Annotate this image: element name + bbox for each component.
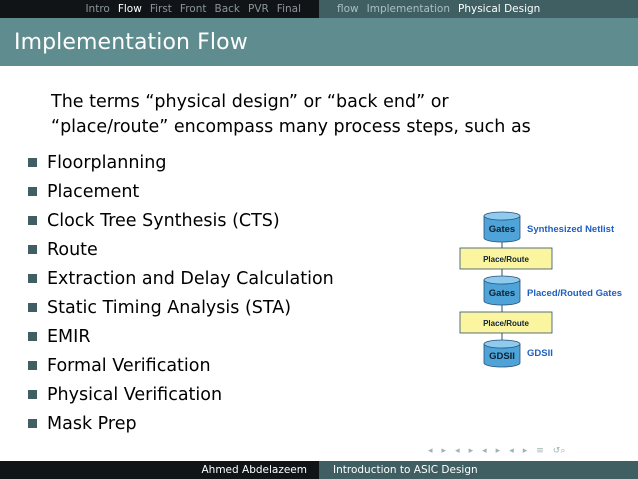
bullet-square-icon: [28, 245, 37, 254]
list-item: [28, 409, 334, 438]
stage-label-placed-routed-gates: Placed/Routed Gates: [527, 288, 623, 299]
nav-outline-icon[interactable]: ≡: [536, 446, 544, 456]
bullet-square-icon: [28, 361, 37, 370]
nav-item-flow-sub[interactable]: flow: [337, 3, 359, 15]
database-label: GDSII: [489, 351, 515, 362]
beamer-navigation-symbols: [428, 446, 565, 456]
bullet-square-icon: [28, 303, 37, 312]
nav-item-first[interactable]: First: [149, 3, 172, 15]
list-item: [28, 380, 334, 409]
list-item: [28, 293, 334, 322]
nav-section-next-icon[interactable]: ▸: [522, 446, 528, 456]
section-nav-left: [0, 0, 319, 18]
nav-item-pvr[interactable]: PVR: [247, 3, 269, 15]
process-steps-list: [28, 148, 334, 438]
footer-author: Ahmed Abdelazeem: [201, 464, 307, 476]
database-gates-synthesized-icon: [484, 212, 520, 242]
nav-search-back-icon[interactable]: ↺⌕: [552, 446, 566, 456]
subsection-nav-right: [319, 0, 638, 18]
nav-section-prev-icon[interactable]: ◂: [509, 446, 514, 456]
nav-item-implementation[interactable]: Implementation: [366, 3, 451, 15]
frame-title-bar: [0, 18, 638, 66]
nav-slide-next-icon[interactable]: ▸: [468, 446, 474, 456]
nav-frame-next-icon[interactable]: ▸: [441, 446, 447, 456]
list-item-text: EMIR: [47, 326, 91, 347]
nav-item-back[interactable]: Back: [214, 3, 240, 15]
list-item: [28, 235, 334, 264]
list-item-text: Floorplanning: [47, 152, 167, 173]
database-gdsii-icon: [484, 340, 520, 367]
list-item: [28, 206, 334, 235]
list-item-text: Physical Verification: [47, 384, 223, 405]
list-item-text: Clock Tree Synthesis (CTS): [47, 210, 280, 231]
step-place-route: [460, 312, 552, 333]
footer-course-cell: [319, 461, 638, 479]
footer-bar: [0, 461, 638, 479]
stage-label-gdsii: GDSII: [527, 348, 553, 359]
nav-item-flow[interactable]: Flow: [117, 3, 142, 15]
nav-subsection-prev-icon[interactable]: ◂: [482, 446, 487, 456]
nav-item-front[interactable]: Front: [179, 3, 207, 15]
nav-frame-prev-icon[interactable]: ◂: [428, 446, 433, 456]
section-navigation: [0, 0, 638, 18]
nav-slide-prev-icon[interactable]: ◂: [455, 446, 460, 456]
database-label: Gates: [488, 288, 516, 299]
list-item: [28, 264, 334, 293]
bullet-square-icon: [28, 216, 37, 225]
bullet-square-icon: [28, 187, 37, 196]
list-item-text: Route: [47, 239, 98, 260]
bullet-square-icon: [28, 274, 37, 283]
step-label: Place/Route: [483, 255, 529, 264]
footer-author-cell: [0, 461, 319, 479]
database-label: Gates: [488, 224, 516, 235]
step-label: Place/Route: [483, 319, 529, 328]
bullet-square-icon: [28, 158, 37, 167]
list-item: [28, 148, 334, 177]
frame-title: Implementation Flow: [14, 29, 248, 55]
bullet-square-icon: [28, 419, 37, 428]
intro-text: The terms “physical design” or “back end” or “place/route” encompass many process steps, such as: [51, 92, 531, 137]
physical-design-flow-diagram: [455, 208, 635, 378]
list-item-text: Static Timing Analysis (STA): [47, 297, 292, 318]
list-item-text: Placement: [47, 181, 140, 202]
bullet-square-icon: [28, 332, 37, 341]
nav-item-final[interactable]: Final: [276, 3, 301, 15]
nav-item-intro[interactable]: Intro: [85, 3, 110, 15]
footer-course: Introduction to ASIC Design: [333, 464, 478, 476]
database-gates-placed-icon: [484, 276, 520, 305]
bullet-square-icon: [28, 390, 37, 399]
list-item: [28, 351, 334, 380]
list-item-text: Extraction and Delay Calculation: [47, 268, 334, 289]
stage-label-synthesized-netlist: Synthesized Netlist: [527, 224, 615, 235]
nav-subsection-next-icon[interactable]: ▸: [495, 446, 501, 456]
list-item-text: Mask Prep: [47, 413, 137, 434]
step-place-route: [460, 248, 552, 269]
nav-item-physical-design[interactable]: Physical Design: [458, 3, 541, 15]
list-item-text: Formal Verification: [47, 355, 211, 376]
list-item: [28, 177, 334, 206]
list-item: [28, 322, 334, 351]
